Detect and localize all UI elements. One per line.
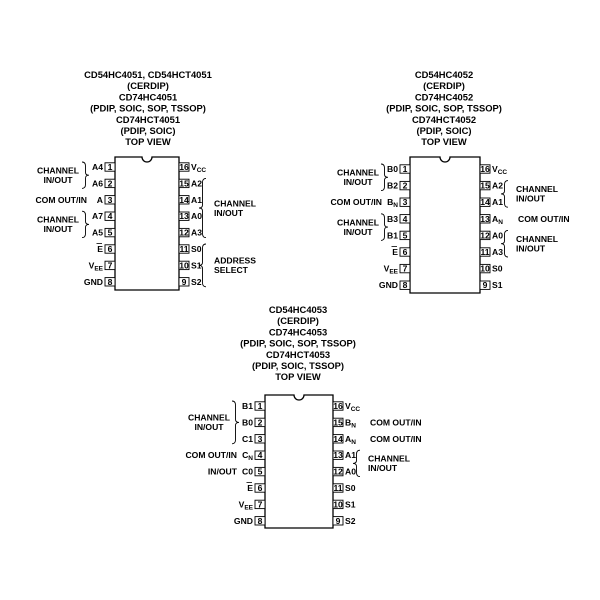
pin-signal-label: B0 [387,164,398,174]
part-number-line: (PDIP, SOIC, SOP, TSSOP) [386,102,502,114]
part-number-line: CD74HCT4053 [265,348,331,360]
group-label: COM OUT/IN [370,417,422,428]
pin-number: 14 [333,433,343,444]
pin-number: 15 [179,178,189,189]
pin-number: 6 [257,483,263,493]
group-label: ADDRESS [214,255,257,266]
pin-signal-label: A [96,194,103,205]
pin-number: 12 [179,227,189,238]
pin-signal-label: A4 [92,162,103,172]
top-view-label: TOP VIEW [275,371,321,383]
pin-number: 1 [257,401,263,411]
pin-number: 10 [179,260,189,271]
chip-cd4052-pinout [330,69,569,293]
chip-cd4053-pinout [185,304,421,528]
group-label: CHANNEL [36,165,80,176]
pin-signal-label: S0 [345,483,356,493]
pin-signal-label: S1 [345,499,356,510]
part-number-line: CD54HC4052 [414,69,474,80]
group-label: CHANNEL [336,217,380,228]
pin-signal-label: $V_{EE}$ [88,260,103,273]
pin-signal-label: S0 [191,244,202,254]
pin-number: 8 [402,280,408,291]
part-number-line: CD74HC4051 [118,91,178,103]
pin-number: 10 [333,499,343,510]
pin-signal-label: A3 [492,247,503,257]
pin-signal-label: GND [378,280,398,291]
pin-number: 4 [402,213,408,224]
pin-number: 12 [480,230,490,241]
pin-signal-label: A1 [492,197,503,208]
pin-signal-label: A1 [191,194,202,205]
part-number-line: CD74HC4053 [268,326,328,338]
pin-number: 16 [179,162,189,172]
part-number-line: CD74HCT4052 [411,113,477,125]
pin-number: 2 [107,178,113,189]
pin-signal-label: A0 [191,211,202,222]
pin-signal-label: $V_{CC}$ [191,162,207,174]
group-label: CHANNEL [368,453,411,464]
pin-signal-label: B2 [387,180,398,191]
pin-number: 12 [333,466,343,477]
group-brace [232,401,239,444]
pin-signal-label: GND [83,276,103,287]
pin-number: 13 [480,213,490,224]
pin-signal-label: A1 [345,450,356,461]
group-brace [82,162,89,188]
part-number-line: CD54HC4053 [268,304,328,315]
pin-number: 8 [257,515,263,526]
part-number-line: (CERDIP) [423,80,465,92]
pin-signal-label: A3 [191,227,202,238]
pin-signal-label: $V_{EE}$ [383,263,398,276]
pin-signal-label: E [392,247,398,257]
part-number-line: (PDIP, SOIC, SOP, TSSOP) [240,337,356,349]
part-number-line: CD74HCT4051 [115,113,181,125]
part-number-line: CD74HC4052 [414,91,474,103]
pin-signal-label: B1 [387,230,398,241]
pin-number: 9 [482,280,488,291]
pin-number: 14 [480,197,490,208]
group-label: CHANNEL [516,184,559,195]
pin-number: 7 [257,499,263,510]
group-label: CHANNEL [516,233,559,244]
pin-number: 4 [107,211,113,222]
pin-signal-label: A7 [92,211,103,222]
pin-signal-label: C0 [242,466,253,477]
pin-signal-label: $V_{EE}$ [238,499,253,512]
group-label: COM OUT/IN [370,433,422,444]
group-label: CHANNEL [187,412,231,423]
pin-number: 11 [333,483,343,493]
group-label: IN/OUT [516,243,546,254]
chip-cd4051-pinout [35,69,256,290]
pin-number: 4 [257,450,263,461]
pin-signal-label: $C_N$ [242,450,253,463]
pin-signal-label: A2 [492,180,503,191]
pin-signal-label: $V_{CC}$ [345,401,361,413]
group-label: COM OUT/IN [330,197,382,208]
group-label: COM OUT/IN [185,450,237,461]
pin-signal-label: $V_{CC}$ [492,164,508,176]
group-label: IN/OUT [43,174,73,185]
pin-signal-label: A0 [492,230,503,241]
pin-signal-label: S1 [191,260,202,271]
pin-signal-label: E [247,483,253,493]
group-brace [82,211,89,237]
pin-number: 15 [480,180,490,191]
pin-number: 3 [257,433,263,444]
part-number-line: CD54HC4051, CD54HCT4051 [84,69,212,80]
pin-signal-label: S2 [345,515,356,526]
pin-number: 2 [402,180,408,191]
pin-number: 14 [179,194,189,205]
group-label: COM OUT/IN [35,194,87,205]
pin-signal-label: S1 [492,280,503,291]
group-label: CHANNEL [36,214,80,225]
pin-number: 13 [333,450,343,461]
top-view-label: TOP VIEW [125,136,171,148]
pin-number: 16 [480,164,490,174]
pin-number: 3 [107,194,113,205]
top-view-label: TOP VIEW [421,136,467,148]
pin-number: 6 [402,247,408,257]
pin-signal-label: $A_N$ [345,433,356,446]
pin-signal-label: $B_N$ [387,197,398,210]
pin-number: 8 [107,276,113,287]
pin-number: 9 [181,276,187,287]
pin-signal-label: A5 [92,227,103,238]
ic-package-body [410,157,480,293]
pin-number: 6 [107,244,113,254]
pin-number: 1 [402,164,408,174]
pin-signal-label: E [97,244,103,254]
pin-signal-label: $A_N$ [492,213,503,226]
pin-signal-label: S0 [492,263,503,274]
pin-signal-label: C1 [242,433,253,444]
group-label: CHANNEL [336,167,380,178]
pin-signal-label: A6 [92,178,103,189]
pin-number: 5 [402,230,408,241]
group-label: IN/OUT [368,463,398,474]
part-number-line: (PDIP, SOIC, SOP, TSSOP) [90,102,206,114]
pin-number: 10 [480,263,490,274]
pin-signal-label: B1 [242,401,253,411]
pin-signal-label: B3 [387,213,398,224]
pin-number: 13 [179,211,189,222]
group-label: IN/OUT [516,193,546,204]
group-label: IN/OUT [207,466,237,477]
pin-number: 1 [107,162,113,172]
part-number-line: (PDIP, SOIC, TSSOP) [251,360,345,371]
pin-number: 16 [333,401,343,411]
pin-number: 5 [257,466,263,477]
group-label: SELECT [214,265,248,276]
group-label: IN/OUT [343,226,373,237]
pin-number: 5 [107,227,113,238]
pin-number: 11 [480,247,490,257]
pin-signal-label: $B_N$ [345,417,356,430]
pin-number: 2 [257,417,263,428]
group-label: COM OUT/IN [518,213,570,224]
part-number-line: (PDIP, SOIC) [120,125,176,136]
group-label: IN/OUT [343,177,373,188]
ic-package-body [265,395,333,528]
part-number-line: (CERDIP) [277,315,319,327]
pin-signal-label: A2 [191,178,202,189]
part-number-line: (CERDIP) [127,80,169,92]
part-number-line: (PDIP, SOIC) [416,125,472,136]
group-label: CHANNEL [214,198,257,209]
pin-number: 15 [333,417,343,428]
pin-signal-label: A0 [345,466,356,477]
group-label: IN/OUT [194,422,224,433]
pin-signal-label: GND [233,515,253,526]
group-label: IN/OUT [43,224,73,235]
pin-number: 3 [402,197,408,208]
pin-number: 7 [107,260,113,271]
pin-signal-label: B0 [242,417,253,428]
pin-number: 9 [335,515,341,526]
pin-number: 7 [402,263,408,274]
group-label: IN/OUT [214,207,244,218]
ic-package-body [115,157,179,290]
pin-number: 11 [179,244,189,254]
pin-signal-label: S2 [191,276,202,287]
